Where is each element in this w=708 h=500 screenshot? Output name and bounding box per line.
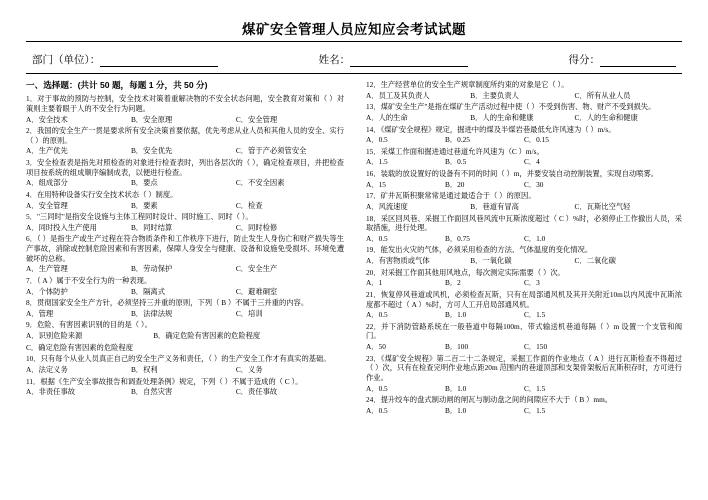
option-a[interactable]: A．50 [366, 342, 386, 351]
option-b[interactable]: B．100 [445, 342, 469, 351]
option-b[interactable]: B．0.5 [445, 157, 467, 167]
question-text: 13．煤矿安全生产"是指在煤矿生产活动过程中使（ ）不受到伤害、物、财产不受到损失。 [366, 102, 656, 112]
option-c[interactable]: C．培训 [235, 308, 263, 318]
option-c[interactable]: C．人的生命和健康 [574, 112, 638, 122]
option-c[interactable]: C．义务 [235, 364, 263, 374]
option-row [366, 113, 682, 123]
option-a[interactable]: A．0.5 [366, 383, 388, 393]
question-text: 7．（ A ）属于不安全行为的一种表现。 [26, 275, 152, 285]
option-c[interactable]: C．1.5 [524, 383, 546, 393]
option-a[interactable]: A．安全技术 [26, 114, 68, 124]
question-text: 17．矿井瓦斯积聚常常是通过最适合于（ ）的原因。 [366, 191, 536, 201]
question-text: 9．危险、有害因素识别的目的是（ ）。 [26, 320, 152, 330]
option-row [366, 256, 682, 266]
option-a[interactable]: A．风流速度 [366, 201, 408, 211]
option-a[interactable]: A．安全管理 [26, 200, 68, 210]
option-a[interactable]: A．1.5 [366, 157, 388, 167]
option-b[interactable]: B．自然灾害 [130, 387, 173, 397]
option-row [26, 365, 344, 375]
question-text: 11．根据《生产安全事故报告和调查处理条例》规定，下列（ ）不属于造成的（ C ）。 [26, 376, 303, 386]
option-b[interactable]: B．1.0 [445, 310, 467, 320]
option-c[interactable]: C．30 [524, 179, 544, 189]
option-b[interactable]: B．确定危险有害因素的危险程度 [153, 331, 261, 341]
option-row [366, 406, 682, 416]
page-title: 煤矿安全管理人员应知应会考试试题 [242, 22, 466, 37]
option-b[interactable]: B．劳动保护 [130, 264, 173, 274]
question-text: 5．"三同时"是指安全设施与主体工程同时设计、同时施工、同时（ ）。 [26, 212, 253, 222]
option-row [366, 384, 682, 394]
option-a[interactable]: A．0.5 [366, 233, 388, 243]
option-a[interactable]: A．1 [366, 278, 383, 288]
option-b[interactable]: B．巷道有冒高 [470, 201, 519, 211]
option-a[interactable]: A．人的生命 [366, 112, 408, 122]
option-row [366, 91, 682, 101]
option-b[interactable]: B．1.0 [445, 405, 467, 415]
option-b[interactable]: B．主要负责人 [470, 90, 519, 100]
option-a[interactable]: A．15 [366, 179, 386, 189]
option-c[interactable]: C．责任事故 [235, 387, 278, 397]
option-c[interactable]: C．确定危险有害因素的危险程度 [26, 342, 134, 352]
option-a[interactable]: A．非责任事故 [26, 387, 76, 397]
question-text: 2．我国的安全生产一贯是要求所有安全决策首要依据，优先考虑从业人员和其他人员的安全、实行（ ）的原则。 [26, 126, 344, 145]
option-c[interactable]: C．避难硐室 [235, 286, 278, 296]
option-c[interactable]: C．瓦斯比空气轻 [574, 201, 631, 211]
option-a[interactable]: A．管理 [26, 308, 54, 318]
question-text: 16．装载的放设置好的设备有不同的时间（ ）m，并要安装自动控制装置，实现自动喷雾。 [366, 169, 659, 178]
option-c[interactable]: C．3 [524, 278, 540, 288]
option-a[interactable]: A．生产管理 [26, 264, 68, 274]
option-a[interactable]: A．同时投入生产使用 [26, 222, 97, 232]
department-label: 部门（单位）： [32, 55, 101, 66]
option-a[interactable]: A．0.5 [366, 135, 388, 145]
option-c[interactable]: C．安全生产 [235, 264, 278, 274]
option-b[interactable]: B．0.75 [445, 233, 470, 243]
question-text: 22．并下消防管路系统在一般巷道中每隔100m、带式输送机巷道每隔（ ）m 设置一个支管和阀门。 [366, 321, 682, 341]
option-row [26, 331, 344, 341]
option-row [366, 157, 682, 167]
option-row [26, 264, 344, 274]
question-text: 23．《煤矿安全规程》第二百二十二条规定，采掘工作面的作业地点（ A ）进行瓦斯检查不得超过（ ）次，只有在检查完明作业地点距20m 范围内的巷道顶部和支架骨架板后瓦斯积存时，方可进行作业。 [366, 353, 682, 382]
question-text: 8．贯彻国家安全生产方针，必须坚持三并重的原则，下列（ B ）不属于三并重的内容。 [26, 298, 309, 308]
option-a[interactable]: A．识别危险来源 [26, 331, 83, 341]
option-row [26, 387, 344, 397]
option-b[interactable]: B．人的生命和健康 [470, 112, 534, 122]
option-b[interactable]: B．要点 [130, 178, 158, 188]
option-row [366, 234, 682, 244]
question-text: 14．《煤矿安全规程》规定，掘进中的煤及半煤岩巷最低允许风速为（ ）m/s。 [366, 124, 616, 134]
option-row [366, 342, 682, 352]
score-input-line[interactable] [600, 55, 676, 67]
left-column [26, 80, 354, 417]
option-row [26, 287, 344, 297]
option-c[interactable]: C．不安全因素 [235, 178, 285, 188]
option-row-cont [26, 343, 344, 353]
option-row [26, 309, 344, 319]
option-a[interactable]: A．有害物质或气体 [366, 256, 430, 265]
option-a[interactable]: A．员工及其负责人 [366, 90, 430, 100]
option-row [26, 201, 344, 211]
question-columns [26, 80, 682, 417]
option-a[interactable]: A．生产优先 [26, 146, 68, 156]
score-field[interactable] [569, 52, 677, 67]
department-input-line[interactable] [100, 55, 218, 67]
title-divider [26, 41, 682, 42]
name-field[interactable] [319, 52, 469, 67]
option-b[interactable]: B．0.25 [445, 135, 470, 145]
question-text: 21．恢复停风巷道或风机，必须检查瓦斯，只有在局部通风机及其开关附近10m以内风流中瓦斯浓度都不超过（ A ）%时，方可人工开启局部通风机。 [366, 289, 682, 309]
question-text: 20．对采掘工作面其他用风地点，每次测定实际需要（ ）次。 [366, 267, 565, 277]
question-text: 10．只有每个从业人员真正自己的安全生产义务和责任，（ ）的生产安全工作才有真实的基础。 [26, 354, 331, 364]
option-row [366, 278, 682, 288]
option-c[interactable]: C．1.0 [524, 233, 546, 243]
option-c[interactable]: C．150 [524, 342, 548, 351]
option-row [26, 178, 344, 188]
option-c[interactable]: C．同时检修 [235, 222, 278, 232]
header-divider [26, 73, 682, 74]
option-b[interactable]: B．要素 [130, 200, 158, 210]
question-text: 4．在用特种设备实行安全技术状态（ ）制度。 [26, 189, 178, 199]
question-text: 18．采区回风巷、采掘工作面回风巷风流中瓦斯浓度超过（ C ）%时，必须停止工作撤出人员，采取措施，进行处理。 [366, 213, 682, 233]
name-input-line[interactable] [350, 55, 468, 67]
option-b[interactable]: B．2 [445, 278, 461, 288]
question-text: 24．提升绞车的盘式制动闸的闸瓦与制动盘之间的间隙应不大于（ B ）mm。 [366, 395, 613, 405]
option-row [26, 223, 344, 233]
right-column [354, 80, 682, 417]
question-text: 1．对于事故的预防与控制，安全技术对策着重解决物的不安全状态问题，安全教育对策和（ ）对策则主要着眼于人的不安全行为问题。 [26, 94, 344, 113]
department-field[interactable] [32, 52, 218, 67]
option-row [366, 180, 682, 190]
option-c[interactable]: C．所有从业人员 [574, 90, 631, 100]
option-b[interactable]: B．安全优先 [130, 146, 173, 156]
option-b[interactable]: B．同时结算 [130, 222, 173, 232]
section-heading: 一、选择题：(共计 50 题，每题 1 分，共 50 分) [26, 80, 208, 90]
question-text: 12．生产经营单位的安全生产规章制度所约束的对象是它（ ）。 [366, 80, 569, 89]
option-row [366, 135, 682, 145]
option-row [366, 202, 682, 212]
name-label: 姓名： [318, 55, 351, 66]
option-row [26, 115, 344, 125]
option-b[interactable]: B．安全原理 [130, 114, 173, 124]
option-c[interactable]: C．二氧化碳 [574, 256, 616, 265]
question-text: 6．（ ）是指生产或生产过程在符合物质条件和工作秩序下进行，防止发生人身伤亡和财产损失等生产事故，消除或控制危险因素和有害因素，保障人身安全与健康、设备和设施免受损坏、环境免遭破坏的总称。 [26, 234, 344, 263]
option-b[interactable]: B．法律法规 [130, 308, 173, 318]
option-b[interactable]: B．隔离式 [130, 286, 165, 296]
option-a[interactable]: A．组成部分 [26, 178, 68, 188]
option-row [366, 310, 682, 320]
option-c[interactable]: C．1.5 [524, 310, 546, 320]
option-b[interactable]: B．一氧化碳 [470, 256, 512, 265]
option-a[interactable]: A．0.5 [366, 405, 388, 415]
option-a[interactable]: A．法定义务 [26, 364, 68, 374]
question-text: 15．采煤工作面和掘进通过巷道允许风速为（C ）m/s。 [366, 146, 544, 156]
option-a[interactable]: A．0.5 [366, 310, 388, 320]
question-text: 3．安全检查表是指先对照检查的对象进行检查表时，列出各层次的（ ），确定检查项目，并把检查项目按系统的组成顺序编制成表，以便进行检查。 [26, 158, 344, 177]
option-c[interactable]: C．安全管理 [235, 114, 278, 124]
option-c[interactable]: C．4 [524, 157, 540, 167]
option-c[interactable]: C．检查 [235, 200, 263, 210]
header-fields [32, 52, 676, 67]
option-row [26, 146, 344, 156]
option-b[interactable]: B．权利 [130, 364, 158, 374]
score-label: 得分： [568, 55, 600, 66]
option-b[interactable]: B．1.0 [445, 383, 467, 393]
option-c[interactable]: C．1.5 [524, 405, 546, 415]
option-a[interactable]: A．个体防护 [26, 286, 68, 296]
option-c[interactable]: C．0.15 [524, 135, 549, 145]
option-b[interactable]: B．20 [445, 179, 465, 189]
question-text: 19．能发出火灾的气体，必须采用检查的方法、气体温度的变化情况。 [366, 245, 593, 255]
option-c[interactable]: C．管于产必须管安全 [235, 146, 307, 156]
